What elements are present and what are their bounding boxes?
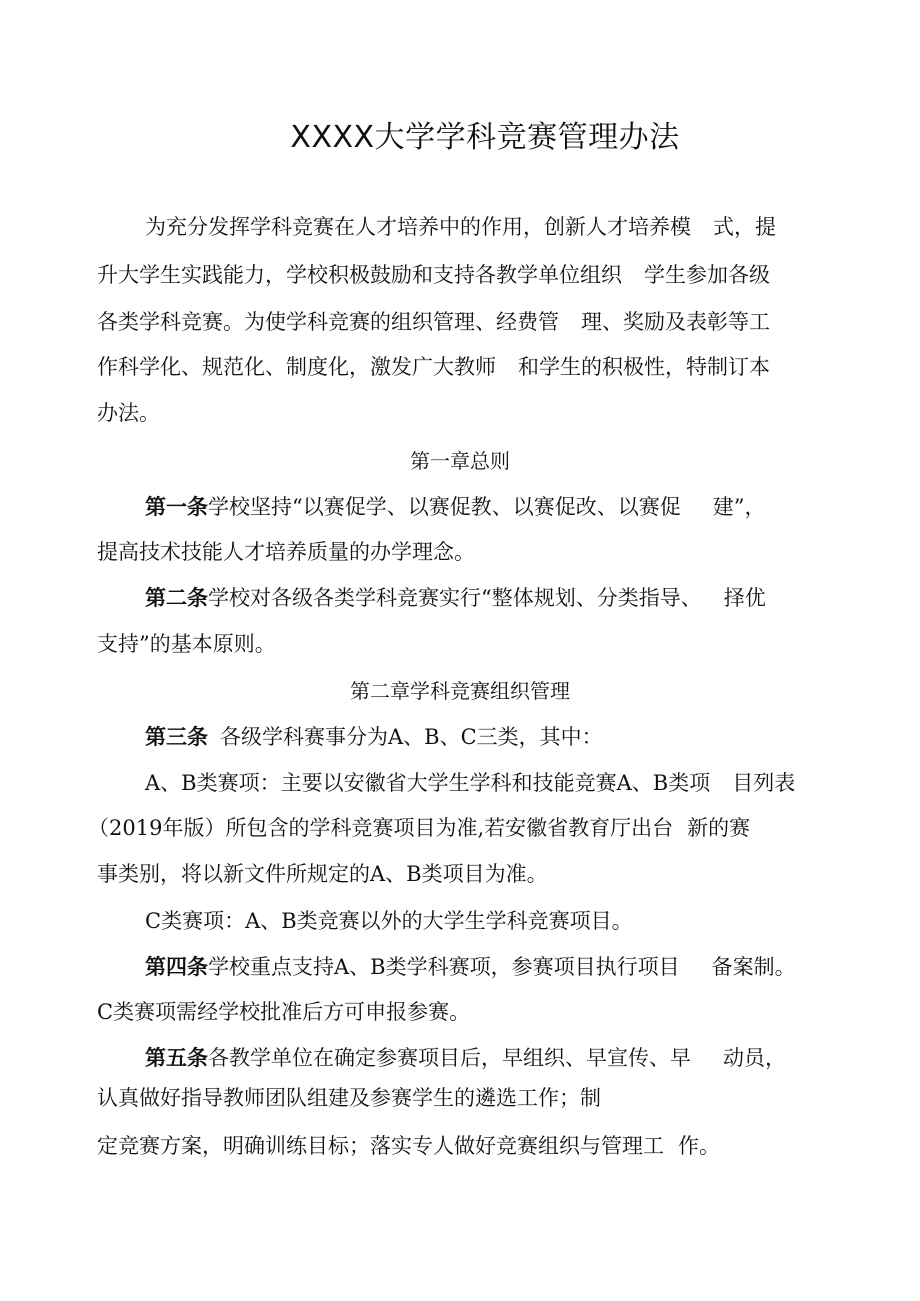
article1-line-2: 提高技术技能人才培养质量的办学理念。 <box>97 540 475 564</box>
article2-line-1a: 学校对各级各类学科竞赛实行“整体规划、分类指导、 <box>208 586 702 610</box>
article5-line-1a: 各教学单位在确定参赛项目后，早组织、早宣传、早 <box>208 1046 691 1070</box>
article4-line-1a: 学校重点支持A、B类学科赛项，参赛项目执行项目 <box>208 955 680 979</box>
intro-line-1 <box>145 212 776 242</box>
article2-line-1b: 择优 <box>723 586 766 610</box>
intro-line-2 <box>97 260 770 290</box>
intro-line-4b: 和学生的积极性，特制订本 <box>518 355 770 379</box>
article4-line-1 <box>145 952 796 982</box>
article3-ab-line-1 <box>145 768 795 798</box>
article4-line-1b: 备案制。 <box>711 955 796 979</box>
article1-line-1 <box>145 492 765 522</box>
article3-c-line: C类赛项：A、B类竞赛以外的大学生学科竞赛项目。 <box>145 909 633 933</box>
article1-line-1b: 建”， <box>712 495 766 519</box>
intro-line-5: 办法。 <box>97 401 160 425</box>
article4-label: 第四条 <box>145 954 208 979</box>
article3-ab-line-2a: （2019年版）所包含的学科竞赛项目为准,若安徽省教育厅出台 <box>88 816 674 840</box>
chapter1-heading: 第一章总则 <box>410 449 510 473</box>
article3-ab-line-1b: 目列表 <box>732 771 796 795</box>
article3-ab-line-2 <box>88 813 750 843</box>
article3-ab-line-1a: A、B类赛项：主要以安徽省大学生学科和技能竞赛A、B类项 <box>145 771 711 795</box>
intro-line-2a: 升大学生实践能力，学校积极鼓励和支持各教学单位组织 <box>97 263 622 287</box>
intro-line-1a: 为充分发挥学科竞赛在人才培养中的作用，创新人才培养模 <box>145 215 691 239</box>
article5-line-2: 认真做好指导教师团队组建及参赛学生的遴选工作；制 <box>97 1086 601 1110</box>
article2-line-2: 支持”的基本原则。 <box>97 632 276 656</box>
article2-label: 第二条 <box>145 585 208 610</box>
intro-line-4a: 作科学化、规范化、制度化，激发广大教师 <box>97 355 496 379</box>
article5-line-3 <box>97 1131 720 1161</box>
article3-ab-line-2b: 新的赛 <box>687 816 751 840</box>
intro-line-3 <box>97 307 770 337</box>
document-title: XXXX大学学科竞赛管理办法 <box>290 120 680 155</box>
intro-line-3a: 各类学科竞赛。为使学科竞赛的组织管理、经费管 <box>97 310 559 334</box>
article3-line-1-text: 各级学科赛事分为A、B、C三类，其中： <box>220 725 603 749</box>
intro-line-3b: 理、奖励及表彰等工 <box>581 310 770 334</box>
article5-label: 第五条 <box>145 1045 208 1070</box>
article5-line-1 <box>145 1043 786 1073</box>
article5-line-1b: 动员， <box>723 1046 786 1070</box>
article1-label: 第一条 <box>145 494 208 519</box>
article2-line-1 <box>145 583 766 613</box>
intro-line-4 <box>97 352 770 382</box>
article3-ab-line-3: 事类别，将以新文件所规定的A、B类项目为准。 <box>97 862 548 886</box>
article3-label: 第三条 <box>145 724 208 749</box>
article3-line-1 <box>145 722 603 752</box>
article5-line-3a: 定竞赛方案，明确训练目标；落实专人做好竞赛组织与管理工 <box>97 1134 664 1158</box>
article4-line-2: C类赛项需经学校批准后方可申报参赛。 <box>97 1000 471 1024</box>
article1-line-1a: 学校坚持“以赛促学、以赛促教、以赛促改、以赛促 <box>208 495 681 519</box>
chapter2-heading: 第二章学科竞赛组织管理 <box>350 679 570 703</box>
intro-line-2b: 学生参加各级 <box>644 263 770 287</box>
article5-line-3b: 作。 <box>678 1134 720 1158</box>
intro-line-1b: 式，提 <box>713 215 776 239</box>
